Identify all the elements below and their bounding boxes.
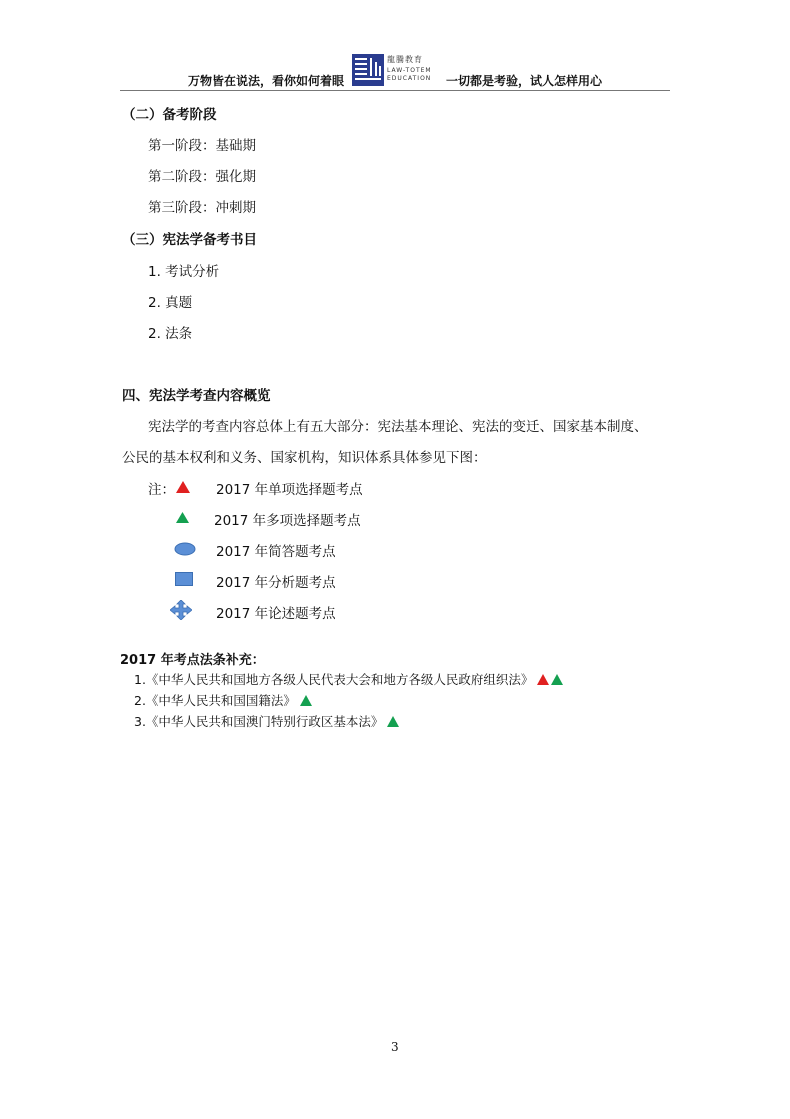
green-triangle-icon [551, 674, 563, 685]
legend-prefix: 注： [148, 482, 175, 498]
section3-heading: （三）宪法学备考书目 [122, 232, 257, 248]
section4-heading: 四、宪法学考查内容概览 [122, 388, 271, 404]
green-triangle-icon [176, 512, 189, 523]
red-triangle-icon [537, 674, 549, 685]
page-number: 3 [391, 1040, 399, 1054]
section2-item: 第一阶段：基础期 [148, 138, 256, 154]
section2-item: 第三阶段：冲刺期 [148, 200, 256, 216]
supplement-item [134, 691, 312, 709]
legend-label: 2017 年多项选择题考点 [214, 513, 361, 529]
four-way-arrow-icon [170, 600, 192, 620]
legend-label: 2017 年论述题考点 [216, 606, 336, 622]
header-right-slogan: 一切都是考验，试人怎样用心 [446, 74, 603, 88]
section3-item: 1. 考试分析 [148, 264, 220, 280]
green-triangle-icon [387, 716, 399, 727]
section3-item: 2. 真题 [148, 295, 193, 311]
section4-paragraph-line1: 宪法学的考查内容总体上有五大部分：宪法基本理论、宪法的变迁、国家基本制度、 [148, 419, 648, 435]
header-left-slogan: 万物皆在说法，看你如何着眼 [188, 74, 345, 88]
section2-heading: （二）备考阶段 [122, 107, 217, 123]
blue-rectangle-icon [175, 572, 193, 586]
supplement-item-text: 2.《中华人民共和国国籍法》 [134, 693, 296, 708]
red-triangle-icon [176, 481, 190, 493]
header-divider [120, 90, 670, 91]
logo [352, 54, 440, 86]
logo-en-line1: LAW-TOTEM [387, 67, 432, 74]
legend-label: 2017 年单项选择题考点 [216, 482, 363, 498]
logo-en-line2: EDUCATION [387, 75, 432, 82]
logo-cn-text: 龍騰教育 [387, 55, 423, 64]
supplement-item [134, 712, 399, 730]
green-triangle-icon [300, 695, 312, 706]
legend-label: 2017 年简答题考点 [216, 544, 336, 560]
supplement-item-text: 1.《中华人民共和国地方各级人民代表大会和地方各级人民政府组织法》 [134, 672, 534, 687]
section4-paragraph-line2: 公民的基本权利和义务、国家机构，知识体系具体参见下图： [122, 450, 487, 466]
supplement-item [134, 670, 563, 688]
section3-item: 2. 法条 [148, 326, 193, 342]
logo-emblem-icon [352, 54, 384, 86]
supplement-heading: 2017 年考点法条补充： [120, 653, 265, 668]
section2-item: 第二阶段：强化期 [148, 169, 256, 185]
supplement-item-text: 3.《中华人民共和国澳门特别行政区基本法》 [134, 714, 384, 729]
blue-ellipse-icon [174, 542, 196, 556]
legend-label: 2017 年分析题考点 [216, 575, 336, 591]
